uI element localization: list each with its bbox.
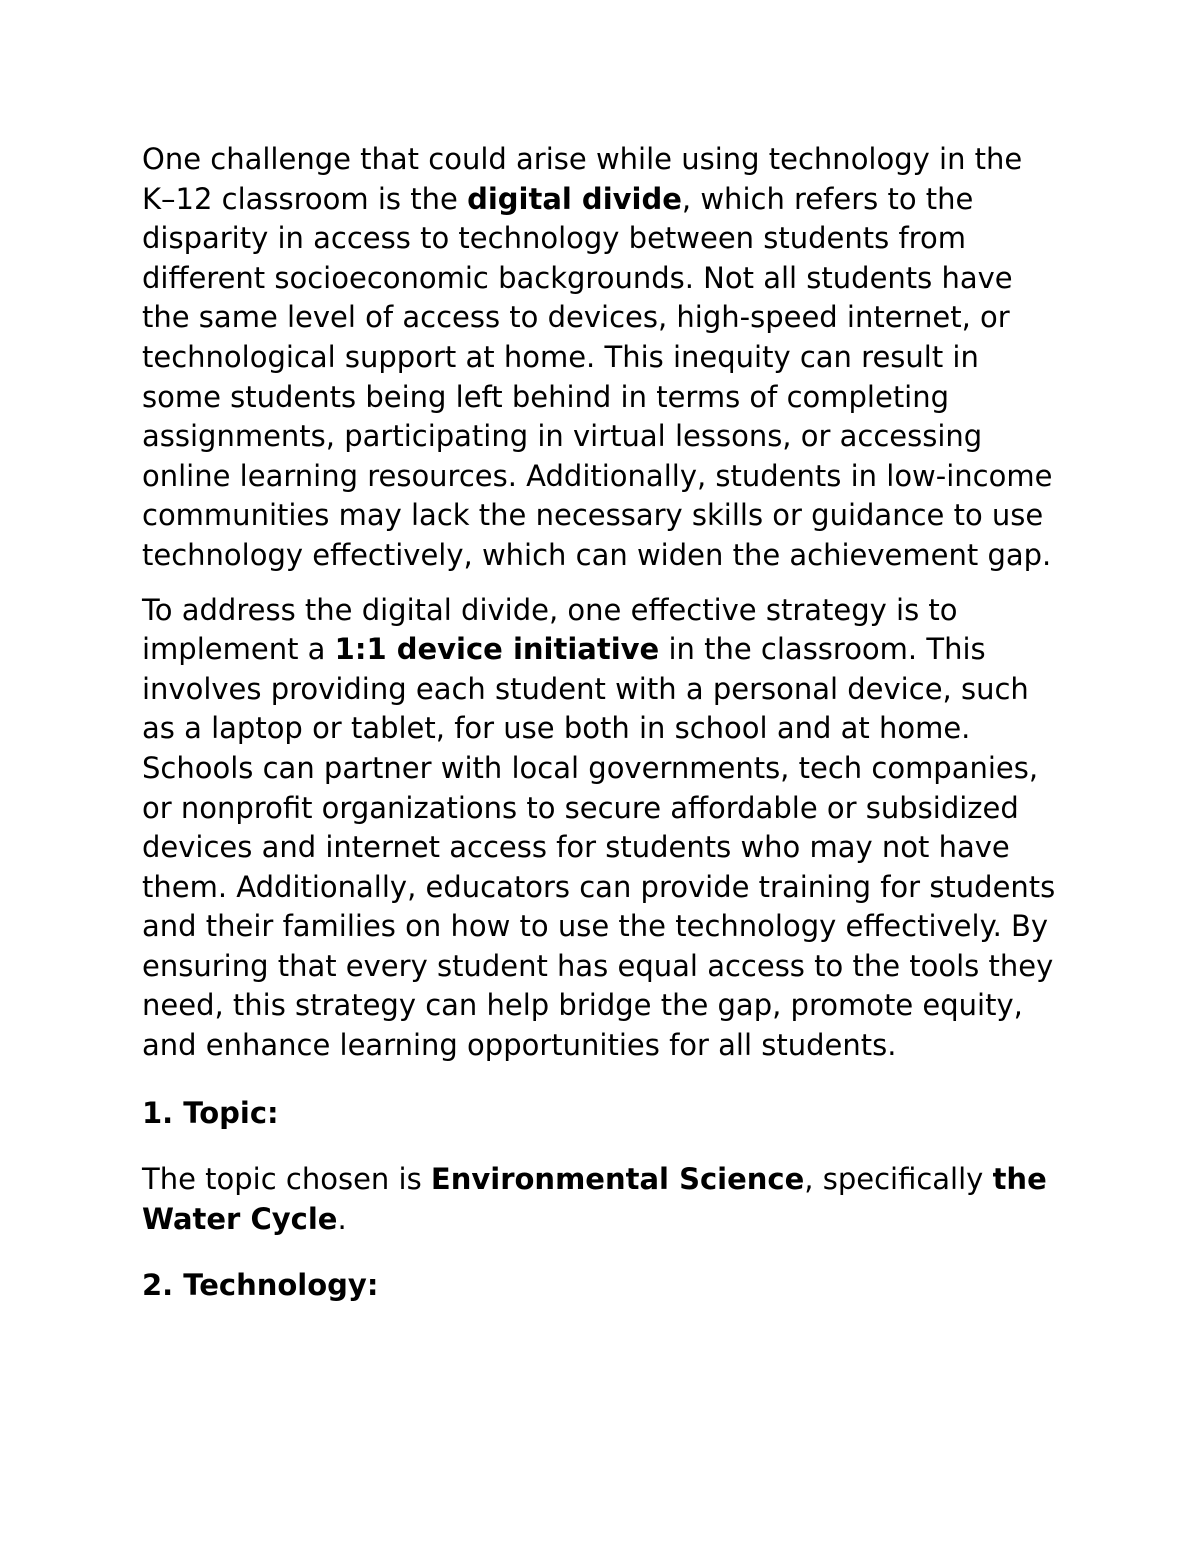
heading-topic: 1. Topic: (142, 1095, 279, 1130)
paragraph-strategy (142, 591, 1062, 1066)
paragraph-text: To address the digital divide, one effective strategy is to implement a (142, 592, 958, 667)
paragraph-text: , which refers to the disparity in access to technology between students from different socioeconomic backgrounds. Not all students have the same level of access to devices, high-speed internet, or technological support at home. This inequity can result in some students being left behind in terms of completing assignments, participating in virtual lessons, or accessing online learning resources. Additionally, students in low-income communities may lack the necessary skills or guidance to use technology effectively, which can widen the achievement gap. (142, 181, 1053, 572)
bold-term-device-initiative: 1:1 device initiative (334, 632, 660, 667)
paragraph-text: , specifically (804, 1162, 993, 1197)
paragraph-digital-divide (142, 140, 1062, 576)
heading-technology: 2. Technology: (142, 1268, 379, 1303)
paragraph-topic (142, 1160, 1062, 1239)
paragraph-text: One challenge that could arise while using technology in the K–12 classroom is the (142, 142, 1023, 216)
paragraph-text: The topic chosen is (142, 1162, 431, 1197)
bold-term-digital-divide: digital divide (467, 181, 682, 216)
document-body (142, 140, 1062, 1333)
paragraph-text: . (337, 1201, 347, 1236)
paragraph-text: in the classroom. This involves providing each student with a personal device, such as a laptop or tablet, for use both in school and at home. Schools can partner with local governments, tech companies, or nonprofit organizations to secure affordable or subsidized devices and internet access for students who may not have them. Additionally, educators can provide training for students and their families on how to use the technology effectively. By ensuring that every student has equal access to the tools they need, this strategy can help bridge the gap, promote equity, and enhance learning opportunities for all students. (142, 632, 1056, 1063)
bold-term-environmental-science: Environmental Science (430, 1162, 805, 1197)
bold-term-water-cycle: the Water Cycle (142, 1162, 1047, 1236)
